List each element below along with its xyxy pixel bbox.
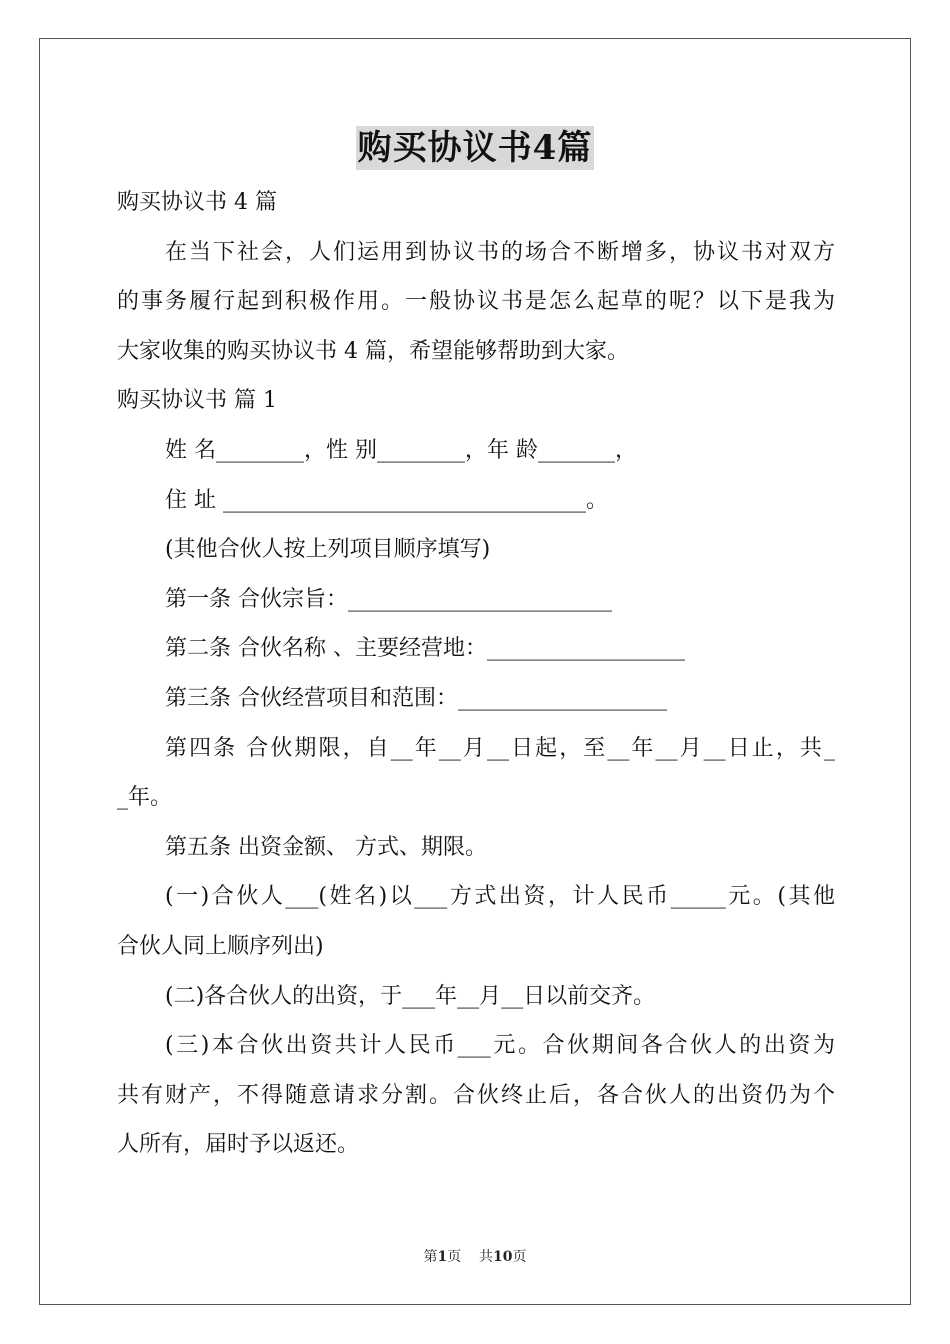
- current-page-number: 1: [437, 1249, 448, 1265]
- page-footer: [0, 1246, 950, 1266]
- article-4-line-2: _年。: [117, 785, 173, 811]
- article-5: 第五条 出资金额、 方式、期限。: [165, 834, 487, 860]
- document-title: 购买协议书4篇: [357, 128, 593, 168]
- name-gender-age-line: 姓 名________，性 别________，年 龄_______，: [165, 437, 637, 463]
- total-page-number: 10: [493, 1249, 513, 1265]
- footer-label-post: 页: [512, 1249, 527, 1265]
- note-line: (其他合伙人按上列项目顺序填写): [165, 537, 491, 563]
- article-4-line-1: 第四条 合伙期限，自__年__月__日起，至__年__月__日止，共_: [165, 735, 835, 761]
- clause-3-line-1: (三)本合伙出资共计人民币___元。合伙期间各合伙人的出资为: [165, 1033, 835, 1059]
- intro-line-2: 的事务履行起到积极作用。一般协议书是怎么起草的呢？以下是我为: [117, 289, 835, 315]
- clause-3-line-2: 共有财产，不得随意请求分割。合伙终止后，各合伙人的出资仍为个: [117, 1082, 835, 1108]
- article-2: 第二条 合伙名称 、主要经营地：__________________: [165, 636, 685, 662]
- intro-line-1: 在当下社会，人们运用到协议书的场合不断增多，协议书对双方: [165, 239, 835, 265]
- footer-label-pre: 第: [423, 1249, 438, 1265]
- clause-1-line-2: 合伙人同上顺序列出): [117, 933, 324, 959]
- clause-2: (二)各合伙人的出资，于___年__月__日以前交齐。: [165, 983, 656, 1009]
- title-container: [0, 126, 950, 170]
- section-heading: 购买协议书 篇 1: [117, 388, 277, 414]
- subtitle-line: 购买协议书 4 篇: [117, 190, 277, 215]
- address-line: 住 址 _________________________________。: [165, 487, 608, 513]
- clause-3-line-3: 人所有，届时予以返还。: [117, 1132, 360, 1158]
- article-3: 第三条 合伙经营项目和范围：___________________: [165, 685, 667, 711]
- article-1: 第一条 合伙宗旨：________________________: [165, 586, 612, 612]
- clause-1-line-1: (一)合伙人___(姓名)以___方式出资，计人民币_____元。(其他: [165, 884, 835, 910]
- intro-line-3: 大家收集的购买协议书 4 篇，希望能够帮助到大家。: [117, 338, 629, 364]
- document-body: [117, 178, 835, 1170]
- footer-label-mid: 页 共: [447, 1249, 494, 1265]
